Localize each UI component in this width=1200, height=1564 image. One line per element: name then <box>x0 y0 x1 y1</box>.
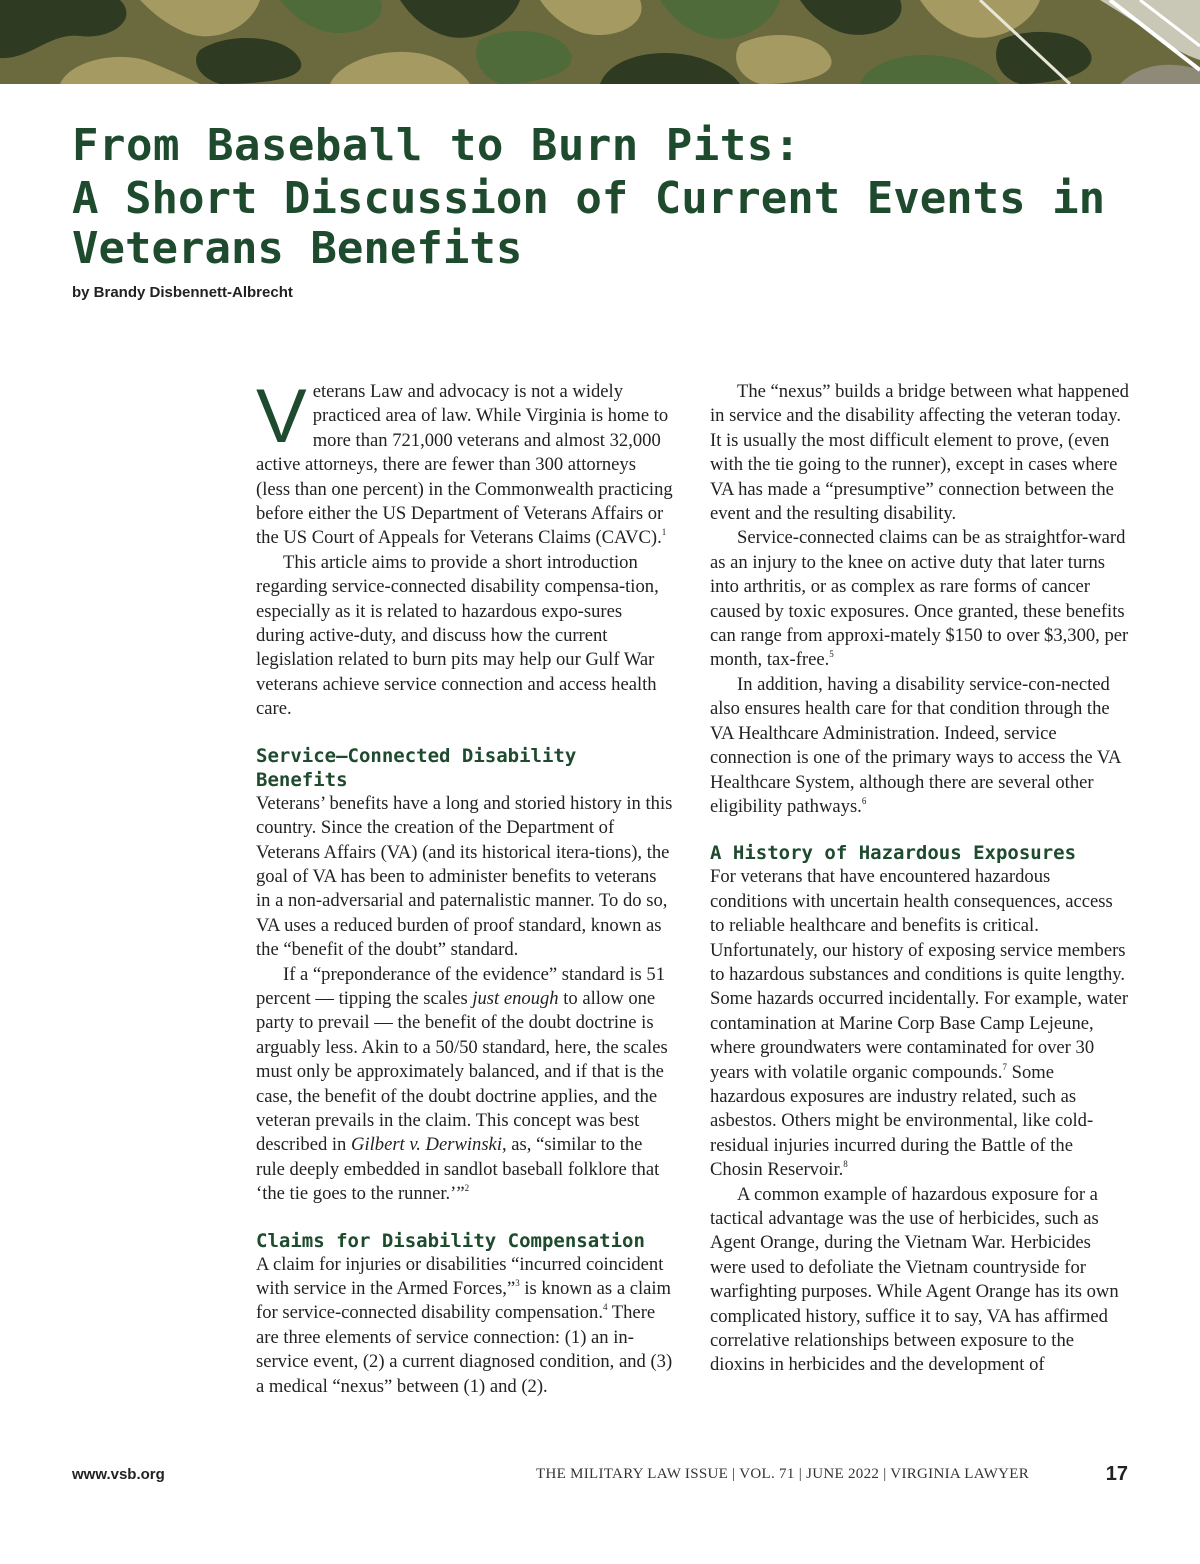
footnote-ref-3: 3 <box>515 1278 520 1288</box>
footnote-ref-2: 2 <box>464 1183 470 1194</box>
case-citation: Gilbert v. Derwinski <box>351 1134 502 1156</box>
page-footer <box>72 1463 1128 1490</box>
article-subtitle: A Short Discussion of Current Events in Veterans Benefits <box>72 173 1106 274</box>
footnote-ref-7: 7 <box>1002 1061 1007 1072</box>
claims-paragraph <box>256 1253 674 1399</box>
camouflage-pattern-graphic <box>0 0 1200 84</box>
history-paragraph <box>710 865 1130 1182</box>
article-header <box>72 118 1152 301</box>
nexus-paragraph: The “nexus” builds a bridge between what happened in service and the disability affecting the veteran today. It is usually the most difficult element to prove, (even with the tie going to the runner), except in cases where VA has made a “presumptive” connection between the event and the resulting disability. <box>710 381 1129 525</box>
footnote-ref-1: 1 <box>661 527 667 538</box>
page-number: 17 <box>1105 1463 1128 1485</box>
footnote-ref-8: 8 <box>843 1159 848 1170</box>
drop-cap: V <box>256 374 307 459</box>
intro-paragraph-1 <box>256 374 674 551</box>
footer-website: www.vsb.org <box>72 1466 165 1483</box>
intro-text-1: eterans Law and advocacy is not a widely practiced area of law. While Virginia is home to more than 721,000 veterans and almost 32,000 active attorneys, there are fewer than 300 attorneys (less than one percent) in the Commonwealth practicing before either the US Department of Veterans Affairs or the US Court of Appeals for Veterans Claims (CAVC). <box>256 381 673 549</box>
service-paragraph-2 <box>256 963 674 1207</box>
footer-issue-info: THE MILITARY LAW ISSUE | VOL. 71 | JUNE 2022 | VIRGINIA LAWYER <box>536 1466 1030 1482</box>
section-heading-claims: Claims for Disability Compensation <box>256 1229 645 1252</box>
article-column-left <box>256 374 674 1399</box>
footnote-ref-6: 6 <box>861 795 867 806</box>
author-byline: by Brandy Disbennett-Albrecht <box>72 284 293 301</box>
article-column-right <box>710 380 1130 1378</box>
health-text: In addition, having a disability service-con-nected also ensures health care for that condition through the VA Healthcare Administration. Indeed, service connection is one of the primary ways to access the VA Healthcare System, although there are several other eligibility pathways. <box>710 673 1121 817</box>
history-text-b: Some hazardous exposures are industry related, such as asbestos. Others might be environmental, like cold-residual injuries incurred during the Battle of the Chosin Reservoir. <box>710 1061 1094 1181</box>
claims-text-b: is known as a claim for service-connected disability compensation. <box>256 1278 672 1324</box>
claims-text-a: A claim for injuries or disabilities “incurred coincident with service in the Armed Forces,” <box>256 1253 664 1299</box>
footnote-ref-4: 4 <box>602 1302 608 1313</box>
service-emphasis: just enough <box>472 987 559 1009</box>
article-title: From Baseball to Burn Pits: <box>72 120 801 171</box>
section-heading-history: A History of Hazardous Exposures <box>710 842 1077 865</box>
footnote-ref-5: 5 <box>829 649 834 660</box>
health-paragraph <box>710 673 1130 819</box>
service-paragraph-1: Veterans’ benefits have a long and storied history in this country. Since the creation of the Department of Veterans Affairs (VA) (and its historical itera-tions), the goal of VA has been to administer benefits to veterans in a non-adversarial and paternalistic manner. To do so, VA uses a reduced burden of proof standard, known as the “benefit of the doubt” standard. <box>256 792 673 961</box>
service-text-b: to allow one party to prevail — the benefit of the doubt doctrine is arguably less. Akin to a 50/50 standard, here, the scales must only be approximately balanced, and if that is the case, the benefit of the doubt doctrine applies, and the veteran prevails in the claim. This concept was best described in <box>256 987 668 1156</box>
scope-text: Service-connected claims can be as straightfor-ward as an injury to the knee on active duty that later turns into arthritis, or as complex as rare forms of cancer caused by toxic exposures. Once granted, these benefits can range from approxi-mately $150 to over $3,300, per month, tax-free. <box>710 527 1129 671</box>
claims-text-c: There are three elements of service connection: (1) an in-service event, (2) a current diagnosed condition, and (3) a medical “nexus” between (1) and (2). <box>256 1302 673 1397</box>
section-heading-service-connected: Service–Connected Disability Benefits <box>256 744 577 791</box>
camouflage-banner <box>0 0 1200 84</box>
scope-paragraph <box>710 526 1130 672</box>
history-text-a: For veterans that have encountered hazardous conditions with uncertain health consequences, access to reliable healthcare and benefits is critical. Unfortunately, our history of exposing service members to hazardous substances and conditions is quite lengthy. Some hazards occurred incidentally. For example, water contamination at Marine Corp Base Camp Lejeune, where groundwaters were contaminated for over 30 years with volatile organic compounds. <box>710 866 1129 1083</box>
service-text-c: , as, “similar to the rule deeply embedded in sandlot baseball folklore that ‘the tie goes to the runner.’” <box>256 1134 660 1205</box>
agent-orange-paragraph: A common example of hazardous exposure for a tactical advantage was the use of herbicides, such as Agent Orange, during the Vietnam War. Herbicides were used to defoliate the Vietnam countryside for warfighting purposes. While Agent Orange has its own complicated history, suffice it to say, VA has affirmed correlative relationships between exposure to the dioxins in herbicides and the development of <box>710 1183 1119 1376</box>
intro-paragraph-2: This article aims to provide a short introduction regarding service-connected disability compensa-tion, especially as it is related to hazardous expo-sures during active-duty, and discuss how the current legislation related to burn pits may help our Gulf War veterans achieve service connection and access health care. <box>256 551 659 720</box>
service-text-a: If a “preponderance of the evidence” standard is 51 percent — tipping the scales <box>256 963 666 1009</box>
